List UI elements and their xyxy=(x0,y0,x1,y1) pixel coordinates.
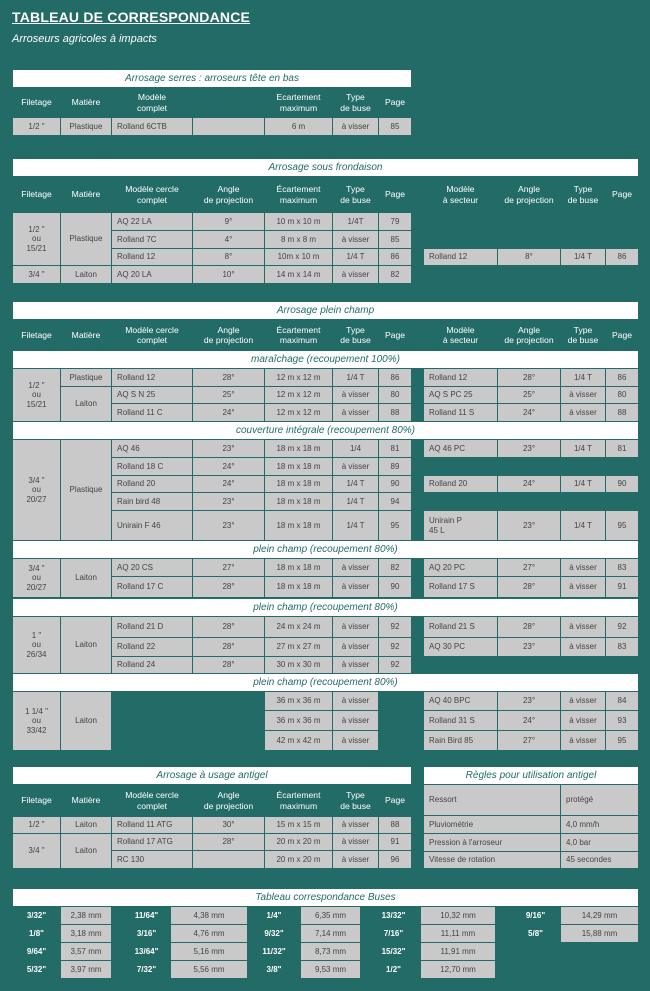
table-cell: 42 m x 42 m xyxy=(265,731,332,750)
nozzle-fraction: 9/32" xyxy=(248,925,300,942)
table-cell: Rolland 18 C xyxy=(112,458,192,475)
column-header: Page xyxy=(606,177,638,212)
section-title-plein-champ: Arrosage plein champ xyxy=(13,302,638,319)
table-cell: à visser xyxy=(333,711,378,730)
table-cell: 86 xyxy=(606,369,638,386)
table-cell: 18 m x 18 m xyxy=(265,440,332,457)
table-cell: 1/4 T xyxy=(561,476,605,492)
nozzle-mm: 9,53 mm xyxy=(301,961,360,978)
table-cell: Pression à l'arroseur xyxy=(424,834,560,851)
nozzle-mm: 15,88 mm xyxy=(561,925,638,942)
table-cell: 95 xyxy=(606,511,638,540)
table-cell: Ressort xyxy=(424,785,560,815)
nozzle-fraction: 11/64" xyxy=(123,907,170,924)
table-cell: 45 secondes xyxy=(561,852,638,868)
column-header: Filetage xyxy=(13,320,60,350)
table-cell: 24° xyxy=(498,476,560,492)
table-cell: 80 xyxy=(379,387,411,403)
column-header: Angle de projection xyxy=(498,320,560,350)
table-cell: 23° xyxy=(193,511,264,540)
nozzle-fraction: 11/32" xyxy=(248,943,300,960)
table-cell: AQ 20 PC xyxy=(424,559,497,576)
section-title-buses: Tableau correspondance Buses xyxy=(13,889,638,906)
table-cell: 23° xyxy=(193,493,264,510)
nozzle-fraction: 7/32" xyxy=(123,961,170,978)
table-cell: 95 xyxy=(606,731,638,750)
table-cell: 28° xyxy=(193,369,264,386)
nozzle-mm: 7,14 mm xyxy=(301,925,360,942)
table-cell: 3/4 " xyxy=(13,266,60,283)
column-header: Matière xyxy=(61,785,111,816)
table-cell: 1/2 " ou 15/21 xyxy=(13,213,60,265)
table-cell: Rolland 17 S xyxy=(424,577,497,597)
nozzle-fraction: 15/32" xyxy=(367,943,420,960)
table-cell: 1/4 T xyxy=(333,249,378,265)
table-cell: 1 " ou 26/34 xyxy=(13,617,60,673)
column-header: Angle de projection xyxy=(193,320,264,350)
table-cell: 18 m x 18 m xyxy=(265,476,332,492)
table-cell: 82 xyxy=(379,559,411,576)
table-cell: 28° xyxy=(193,577,264,597)
table-cell: 1/4 T xyxy=(333,511,378,540)
nozzle-fraction: 3/32" xyxy=(13,907,60,924)
table-cell: 23° xyxy=(193,440,264,457)
table-cell xyxy=(193,118,264,135)
table-cell: à visser xyxy=(333,638,378,656)
nozzle-mm: 3,57 mm xyxy=(61,943,111,960)
table-cell: 3/4 " xyxy=(13,834,60,868)
table-cell: 90 xyxy=(606,476,638,492)
table-cell: 1/2 " xyxy=(13,118,60,135)
table-cell: 92 xyxy=(606,617,638,637)
section-title-antigel: Arrosage à usage antigel xyxy=(13,767,411,784)
table-cell: AQ 20 CS xyxy=(112,559,192,576)
column-header: Angle de projection xyxy=(193,785,264,816)
nozzle-mm: 5,16 mm xyxy=(171,943,247,960)
table-cell: à visser xyxy=(333,577,378,597)
table-cell: 88 xyxy=(379,404,411,421)
table-cell: 90 xyxy=(379,577,411,597)
table-cell: Laiton xyxy=(61,692,111,750)
column-header: Matière xyxy=(61,88,111,117)
table-cell: à visser xyxy=(333,817,378,833)
table-cell: à visser xyxy=(333,657,378,673)
table-cell: Rolland 11 ATG xyxy=(112,817,192,833)
column-header: Type de buse xyxy=(333,320,378,350)
table-cell: à visser xyxy=(333,458,378,475)
table-cell: Plastique xyxy=(61,213,111,265)
table-cell: 18 m x 18 m xyxy=(265,577,332,597)
table-cell: Plastique xyxy=(61,440,111,540)
nozzle-fraction: 13/32" xyxy=(367,907,420,924)
table-cell: à visser xyxy=(333,617,378,637)
table-cell: Rolland 17 ATG xyxy=(112,834,192,850)
table-cell: Rolland 20 xyxy=(424,476,497,492)
table-cell: 30 m x 30 m xyxy=(265,657,332,673)
table-cell: Rolland 12 xyxy=(112,249,192,265)
nozzle-fraction: 1/8" xyxy=(13,925,60,942)
table-cell: Vitesse de rotation xyxy=(424,852,560,868)
table-cell: Rolland 22 xyxy=(112,638,192,656)
table-cell: 25° xyxy=(193,387,264,403)
table-cell: 24° xyxy=(498,711,560,730)
table-cell: 91 xyxy=(379,834,411,850)
column-header: Modèle cercle complet xyxy=(112,320,192,350)
nozzle-mm: 5,56 mm xyxy=(171,961,247,978)
table-cell: 8° xyxy=(193,249,264,265)
table-cell: AQ S PC 25 xyxy=(424,387,497,403)
table-cell xyxy=(193,851,264,868)
table-cell: 18 m x 18 m xyxy=(265,458,332,475)
table-cell: 24° xyxy=(498,404,560,421)
table-cell: 12 m x 12 m xyxy=(265,369,332,386)
table-cell: 10m x 10 m xyxy=(265,249,332,265)
column-header: Filetage xyxy=(13,88,60,117)
table-cell: 3/4 " ou 20/27 xyxy=(13,440,60,540)
section-title-regles: Règles pour utilisation antigel xyxy=(424,767,638,784)
table-cell: 23° xyxy=(498,511,560,540)
column-header: Modèle cercle complet xyxy=(112,177,192,212)
table-cell: 92 xyxy=(379,657,411,673)
table-cell: 83 xyxy=(606,638,638,656)
column-header: Type de buse xyxy=(333,785,378,816)
nozzle-mm: 6,35 mm xyxy=(301,907,360,924)
table-cell: 23° xyxy=(498,440,560,457)
column-header: Modèle à secteur xyxy=(424,320,497,350)
table-cell: Laiton xyxy=(61,617,111,673)
table-cell: 8 m x 8 m xyxy=(265,231,332,248)
table-cell: 20 m x 20 m xyxy=(265,834,332,850)
table-cell: 1 1/4 " ou 33/42 xyxy=(13,692,60,750)
table-cell: à visser xyxy=(561,559,605,576)
subsection-maraichage: maraîchage (recoupement 100%) xyxy=(13,351,638,368)
nozzle-fraction: 1/4" xyxy=(248,907,300,924)
table-cell: à visser xyxy=(561,731,605,750)
table-cell: à visser xyxy=(333,231,378,248)
column-header: Type de buse xyxy=(333,88,378,117)
nozzle-mm: 3,97 mm xyxy=(61,961,111,978)
nozzle-mm: 8,73 mm xyxy=(301,943,360,960)
table-cell: Rolland 21 D xyxy=(112,617,192,637)
column-header: Matière xyxy=(61,177,111,212)
column-header: Page xyxy=(379,88,411,117)
table-cell: à visser xyxy=(333,387,378,403)
table-cell: 20 m x 20 m xyxy=(265,851,332,868)
table-cell: 3/4 " ou 20/27 xyxy=(13,559,60,597)
table-cell: AQ 22 LA xyxy=(112,213,192,230)
column-header: Ecartement maximum xyxy=(265,88,332,117)
nozzle-fraction: 3/8" xyxy=(248,961,300,978)
table-cell: 18 m x 18 m xyxy=(265,493,332,510)
column-header: Filetage xyxy=(13,177,60,212)
table-cell: 4° xyxy=(193,231,264,248)
table-cell: Rolland 12 xyxy=(112,369,192,386)
column-header: Type de buse xyxy=(333,177,378,212)
column-header: Modèle cercle complet xyxy=(112,785,192,816)
table-cell: à visser xyxy=(333,266,378,283)
page-subtitle: Arroseurs agricoles à impacts xyxy=(12,33,157,45)
table-cell: 1/4 T xyxy=(333,369,378,386)
table-cell: à visser xyxy=(561,692,605,710)
table-cell: 86 xyxy=(379,369,411,386)
table-cell: 92 xyxy=(379,638,411,656)
column-header: Page xyxy=(379,177,411,212)
table-cell: 30° xyxy=(193,817,264,833)
nozzle-mm: 12,70 mm xyxy=(421,961,495,978)
table-cell: 10° xyxy=(193,266,264,283)
table-cell: 24° xyxy=(193,404,264,421)
table-cell: 1/4 T xyxy=(333,476,378,492)
table-cell: 18 m x 18 m xyxy=(265,559,332,576)
table-cell: protégé xyxy=(561,785,638,815)
column-header: Page xyxy=(606,320,638,350)
nozzle-fraction: 5/8" xyxy=(511,925,560,942)
table-cell: à visser xyxy=(561,638,605,656)
column-header: Type de buse xyxy=(561,177,605,212)
table-cell: 88 xyxy=(379,817,411,833)
subsection-plein-champ-1: plein champ (recoupement 80%) xyxy=(13,541,638,558)
table-cell: 6 m xyxy=(265,118,332,135)
table-cell: AQ 46 PC xyxy=(424,440,497,457)
nozzle-fraction: 7/16" xyxy=(367,925,420,942)
table-cell: Laiton xyxy=(61,266,111,283)
table-cell: à visser xyxy=(561,711,605,730)
table-cell: 28° xyxy=(193,617,264,637)
table-cell: AQ 46 xyxy=(112,440,192,457)
table-cell: à visser xyxy=(333,559,378,576)
table-cell: Plastique xyxy=(61,118,111,135)
column-header: Page xyxy=(379,785,411,816)
table-cell: 9° xyxy=(193,213,264,230)
subsection-plein-champ-2: plein champ (recoupement 80%) xyxy=(13,599,638,616)
table-cell: 27° xyxy=(498,559,560,576)
column-header: Écartement maximum xyxy=(265,320,332,350)
table-cell: Rolland 20 xyxy=(112,476,192,492)
table-cell: 85 xyxy=(379,231,411,248)
nozzle-mm: 4,76 mm xyxy=(171,925,247,942)
nozzle-fraction: 1/2" xyxy=(367,961,420,978)
table-cell: à visser xyxy=(333,404,378,421)
column-header: Modèle à secteur xyxy=(424,177,497,212)
table-cell: 85 xyxy=(379,118,411,135)
table-cell: 1/4 T xyxy=(561,249,605,265)
table-cell: à visser xyxy=(561,387,605,403)
table-cell: Laiton xyxy=(61,387,111,421)
table-cell: à visser xyxy=(561,617,605,637)
section-title-frondaison: Arrosage sous frondaison xyxy=(13,159,638,176)
table-cell: Laiton xyxy=(61,834,111,868)
table-cell: Unirain F 46 xyxy=(112,511,192,540)
table-cell: 23° xyxy=(498,692,560,710)
table-cell: 1/2 " ou 15/21 xyxy=(13,369,60,421)
column-header: Type de buse xyxy=(561,320,605,350)
table-cell: Rolland 31 S xyxy=(424,711,497,730)
table-cell: RC 130 xyxy=(112,851,192,868)
table-cell: à visser xyxy=(333,851,378,868)
nozzle-mm: 11,11 mm xyxy=(421,925,495,942)
nozzle-fraction: 3/16" xyxy=(123,925,170,942)
table-cell: Rain bird 48 xyxy=(112,493,192,510)
table-cell: 28° xyxy=(498,617,560,637)
table-cell: 89 xyxy=(379,458,411,475)
page-title: TABLEAU DE CORRESPONDANCE xyxy=(12,9,251,25)
table-cell: Rolland 21 S xyxy=(424,617,497,637)
table-cell: à visser xyxy=(333,834,378,850)
table-cell: 1/4 T xyxy=(333,493,378,510)
table-cell: 14 m x 14 m xyxy=(265,266,332,283)
table-cell: 86 xyxy=(379,249,411,265)
nozzle-mm: 3,18 mm xyxy=(61,925,111,942)
table-cell: à visser xyxy=(333,731,378,750)
table-cell: AQ 30 PC xyxy=(424,638,497,656)
table-cell: Pluviométrie xyxy=(424,816,560,833)
table-cell: 24 m x 24 m xyxy=(265,617,332,637)
column-header: Écartement maximum xyxy=(265,177,332,212)
table-cell: Rolland 12 xyxy=(424,369,497,386)
table-cell: 81 xyxy=(379,440,411,457)
table-cell: 92 xyxy=(379,617,411,637)
table-cell: Laiton xyxy=(61,817,111,833)
table-cell: AQ 40 BPC xyxy=(424,692,497,710)
table-cell: 18 m x 18 m xyxy=(265,511,332,540)
table-cell: 28° xyxy=(498,369,560,386)
table-cell: Rolland 6CTB xyxy=(112,118,192,135)
column-header: Matière xyxy=(61,320,111,350)
column-header: Angle de projection xyxy=(193,177,264,212)
table-cell: 81 xyxy=(606,440,638,457)
subsection-couverture: couverture intégrale (recoupement 80%) xyxy=(13,422,638,439)
table-cell: 80 xyxy=(606,387,638,403)
table-cell: à visser xyxy=(561,404,605,421)
table-cell: 10 m x 10 m xyxy=(265,213,332,230)
table-cell: 12 m x 12 m xyxy=(265,387,332,403)
table-cell: 27° xyxy=(498,731,560,750)
table-cell: Laiton xyxy=(61,559,111,597)
table-cell: 91 xyxy=(606,577,638,597)
table-cell: Rolland 17 C xyxy=(112,577,192,597)
table-cell: 1/4 T xyxy=(561,369,605,386)
nozzle-fraction: 9/64" xyxy=(13,943,60,960)
table-cell: 88 xyxy=(606,404,638,421)
table-cell: 1/4 T xyxy=(561,440,605,457)
nozzle-fraction: 13/64" xyxy=(123,943,170,960)
nozzle-mm: 4,38 mm xyxy=(171,907,247,924)
table-cell: 8° xyxy=(498,249,560,265)
table-cell: 25° xyxy=(498,387,560,403)
table-cell: Rolland 12 xyxy=(424,249,497,265)
table-cell: Rolland 7C xyxy=(112,231,192,248)
table-cell: AQ S N 25 xyxy=(112,387,192,403)
table-cell: Rolland 11 S xyxy=(424,404,497,421)
table-cell: 36 m x 36 m xyxy=(265,692,332,710)
table-cell: AQ 20 LA xyxy=(112,266,192,283)
table-cell: Rain Bird 85 xyxy=(424,731,497,750)
column-header: Page xyxy=(379,320,411,350)
table-cell: 90 xyxy=(379,476,411,492)
table-cell: 82 xyxy=(379,266,411,283)
section-title-serres: Arrosage serres : arroseurs tête en bas xyxy=(13,70,411,87)
table-cell: 36 m x 36 m xyxy=(265,711,332,730)
table-cell: 1/4T xyxy=(333,213,378,230)
nozzle-fraction: 5/32" xyxy=(13,961,60,978)
column-header: Modèle complet xyxy=(112,88,192,117)
table-cell: Rolland 11 C xyxy=(112,404,192,421)
nozzle-mm: 11,91 mm xyxy=(421,943,495,960)
table-cell: 27 m x 27 m xyxy=(265,638,332,656)
table-cell: 79 xyxy=(379,213,411,230)
table-cell: 1/4 T xyxy=(561,511,605,540)
table-cell: à visser xyxy=(333,118,378,135)
table-cell: 1/2 " xyxy=(13,817,60,833)
table-cell: 1/4 xyxy=(333,440,378,457)
table-cell: 4,0 mm/h xyxy=(561,816,638,833)
table-cell: 28° xyxy=(193,638,264,656)
table-cell: 93 xyxy=(606,711,638,730)
table-cell: 96 xyxy=(379,851,411,868)
table-cell: 23° xyxy=(498,638,560,656)
nozzle-mm: 14,29 mm xyxy=(561,907,638,924)
table-cell: 12 m x 12 m xyxy=(265,404,332,421)
table-cell: Unirain P 45 L xyxy=(424,511,497,540)
table-cell: 83 xyxy=(606,559,638,576)
table-cell: 95 xyxy=(379,511,411,540)
table-cell: 28° xyxy=(193,657,264,673)
column-header: Angle de projection xyxy=(498,177,560,212)
table-cell: à visser xyxy=(561,577,605,597)
table-cell: Plastique xyxy=(61,369,111,386)
table-cell: 24° xyxy=(193,458,264,475)
column-header: Filetage xyxy=(13,785,60,816)
table-cell: à visser xyxy=(333,692,378,710)
nozzle-mm: 10,32 mm xyxy=(421,907,495,924)
column-header xyxy=(193,88,264,117)
table-cell: 28° xyxy=(193,834,264,850)
table-cell: 28° xyxy=(498,577,560,597)
table-cell: 27° xyxy=(193,559,264,576)
table-cell: 86 xyxy=(606,249,638,265)
column-header: Écartement maximum xyxy=(265,785,332,816)
table-cell: 15 m x 15 m xyxy=(265,817,332,833)
nozzle-mm: 2,38 mm xyxy=(61,907,111,924)
nozzle-fraction: 9/16" xyxy=(511,907,560,924)
table-cell: Rolland 24 xyxy=(112,657,192,673)
table-cell: 84 xyxy=(606,692,638,710)
table-cell: 24° xyxy=(193,476,264,492)
table-cell: 94 xyxy=(379,493,411,510)
table-cell: 4,0 bar xyxy=(561,834,638,851)
subsection-plein-champ-3: plein champ (recoupement 80%) xyxy=(13,674,638,691)
